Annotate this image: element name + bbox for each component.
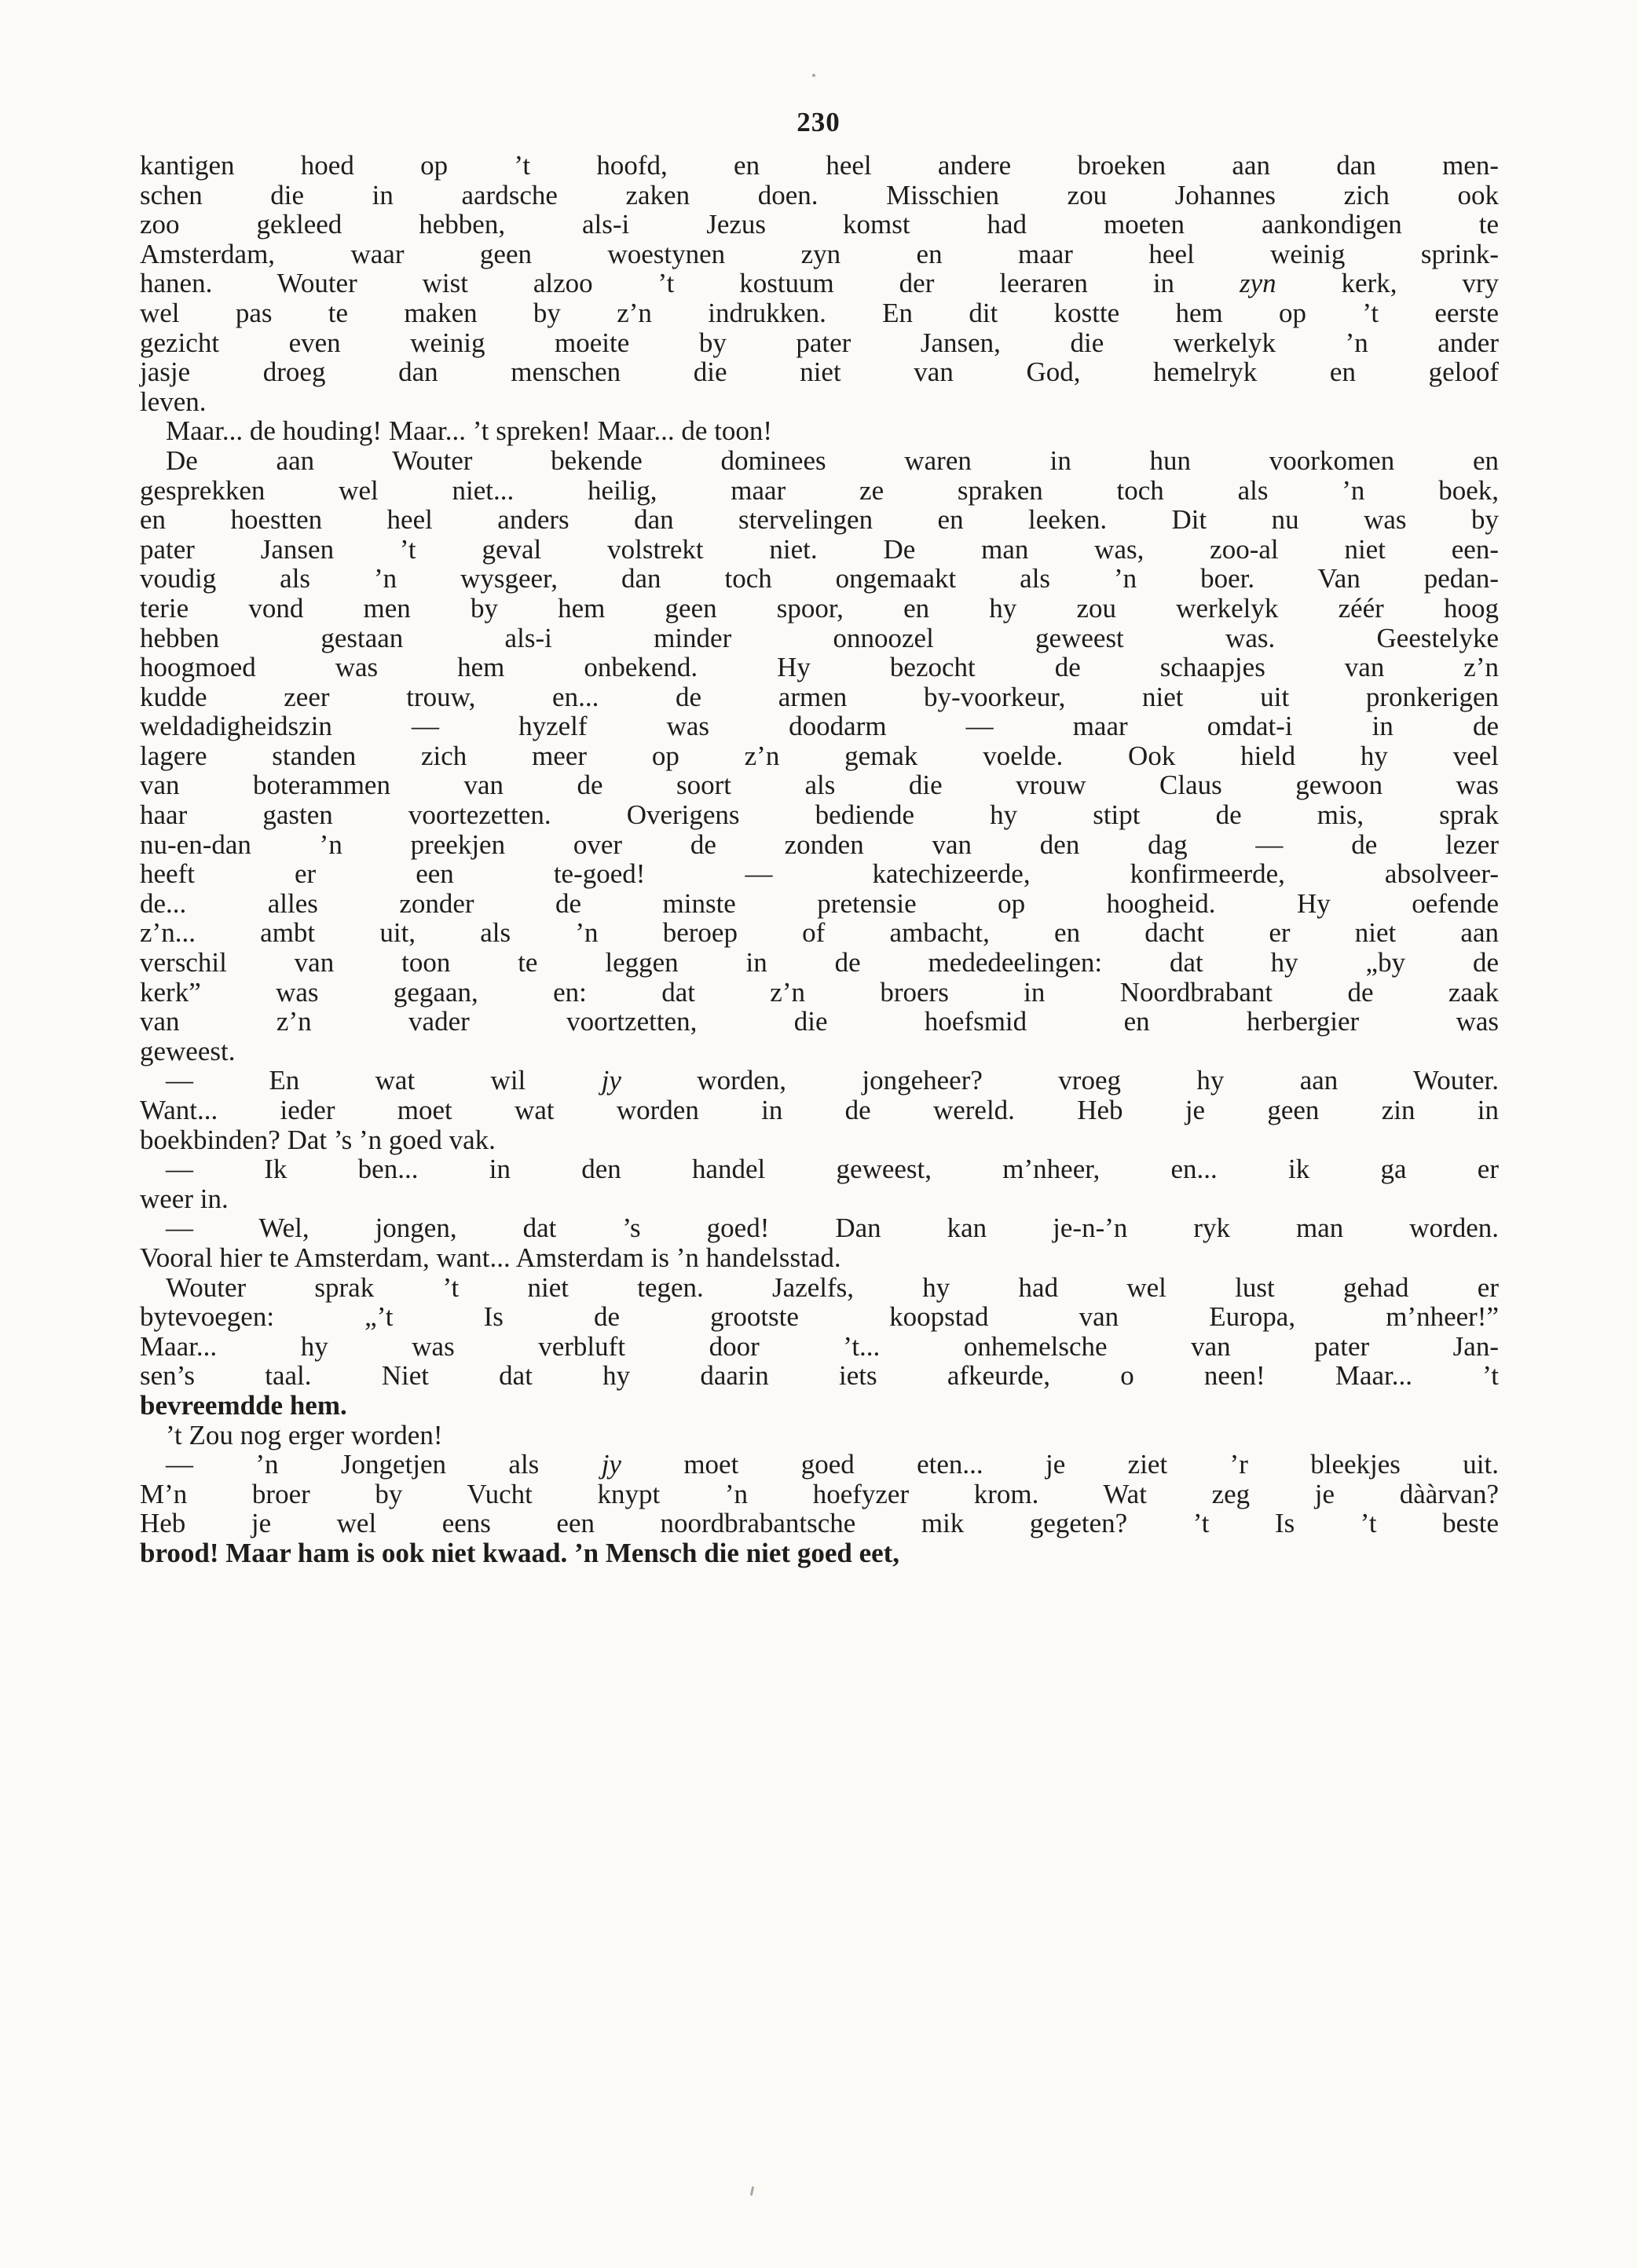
text-line bbox=[140, 1538, 1499, 1568]
text-line: — Ik ben... in den handel geweest, m’nheer, en... ik ga er bbox=[166, 1154, 1499, 1185]
text-line: — Wel, jongen, dat ’s goed! Dan kan je-n-’n ryk man worden. bbox=[166, 1213, 1499, 1244]
text-line: verschil van toon te leggen in de mededeelingen: dat hy „by de bbox=[140, 947, 1499, 979]
italic-text: zyn bbox=[1239, 268, 1276, 299]
text-line: — ’n Jongetjen als jy moet goed eten... je ziet ’r bleekjes uit. bbox=[166, 1449, 1499, 1480]
text-line: kantigen hoed op ’t hoofd, en heel andere broeken aan dan men- bbox=[140, 150, 1499, 181]
text-line: Heb je wel eens een noordbrabantsche mik gegeten? ’t Is ’t beste bbox=[140, 1508, 1499, 1539]
page-number: 230 bbox=[797, 107, 840, 137]
paragraph bbox=[140, 416, 1499, 446]
text-line: z’n... ambt uit, als ’n beroep of ambacht, en dacht er niet aan bbox=[140, 917, 1499, 949]
italic-text: jy bbox=[601, 1065, 621, 1096]
text-line: zoo gekleed hebben, als-i Jezus komst had moeten aankondigen te bbox=[140, 209, 1499, 240]
text-line: de... alles zonder de minste pretensie op hoogheid. Hy oefende bbox=[140, 887, 1499, 919]
text-line bbox=[140, 1391, 1499, 1421]
text-line: Want... ieder moet wat worden in de wereld. Heb je geen zin in bbox=[140, 1095, 1499, 1125]
text-line: hebben gestaan als-i minder onnoozel geweest was. Geestelyke bbox=[140, 622, 1499, 653]
text-line: haar gasten voortezetten. Overigens bediende hy stipt de mis, sprak bbox=[140, 799, 1499, 831]
text-line: jasje droeg dan menschen die niet van God, hemelryk en geloof bbox=[140, 357, 1499, 388]
italic-text: jy bbox=[601, 1449, 621, 1480]
text-line: en hoestten heel anders dan stervelingen en leeken. Dit nu was by bbox=[140, 504, 1499, 536]
text-line: schen die in aardsche zaken doen. Misschien zou Johannes zich ook bbox=[140, 179, 1499, 210]
text-line: heeft er een te-goed! — katechizeerde, konfirmeerde, absolveer- bbox=[140, 858, 1499, 890]
text-line: van boterammen van de soort als die vrouw Claus gewoon was bbox=[140, 770, 1499, 801]
text-line: hoogmoed was hem onbekend. Hy bezocht de schaapjes van z’n bbox=[140, 652, 1499, 683]
text-line: M’n broer by Vucht knypt ’n hoefyzer krom. Wat zeg je dààrvan? bbox=[140, 1478, 1499, 1509]
text-line: Wouter sprak ’t niet tegen. Jazelfs, hy had wel lust gehad er bbox=[166, 1271, 1499, 1303]
text-line: Vooral hier te Amsterdam, want... Amsterdam is ’n handelsstad. bbox=[140, 1242, 841, 1273]
text-line: boekbinden? Dat ’s ’n goed vak. bbox=[140, 1124, 496, 1155]
text-line: hanen. Wouter wist alzoo ’t kostuum der leeraren in zyn kerk, vry bbox=[140, 268, 1499, 299]
bold-text: bevreemdde hem. bbox=[140, 1389, 347, 1421]
text-line: geweest. bbox=[140, 1035, 236, 1066]
paragraph bbox=[140, 446, 1499, 1066]
text-line: De aan Wouter bekende dominees waren in hun voorkomen en bbox=[166, 444, 1499, 476]
bold-text: brood! Maar ham is ook niet kwaad. ’n Mensch die niet goed eet, bbox=[140, 1537, 900, 1568]
text-line: pater Jansen ’t geval volstrekt niet. De man was, zoo-al niet een- bbox=[140, 533, 1499, 565]
text-block bbox=[140, 151, 1499, 1568]
text-line: kerk” was gegaan, en: dat z’n broers in Noordbrabant de zaak bbox=[140, 976, 1499, 1008]
paragraph bbox=[140, 1213, 1499, 1272]
paragraph bbox=[140, 1450, 1499, 1567]
text-line: Amsterdam, waar geen woestynen zyn en maar heel weinig sprink- bbox=[140, 238, 1499, 269]
text-line: sen’s taal. Niet dat hy daarin iets afkeurde, o neen! Maar... ’t bbox=[140, 1360, 1499, 1392]
text-line: bytevoegen: „’t Is de grootste koopstad van Europa, m’nheer!” bbox=[140, 1301, 1499, 1333]
text-line: gezicht even weinig moeite by pater Jansen, die werkelyk ’n ander bbox=[140, 327, 1499, 358]
text-line: kudde zeer trouw, en... de armen by-voorkeur, niet uit pronkerigen bbox=[140, 681, 1499, 712]
text-line: ’t Zou nog erger worden! bbox=[166, 1419, 443, 1450]
text-line: terie vond men by hem geen spoor, en hy zou werkelyk zéér hoog bbox=[140, 592, 1499, 624]
scan-artifact bbox=[812, 74, 815, 77]
text-line: voudig als ’n wysgeer, dan toch ongemaakt als ’n boer. Van pedan- bbox=[140, 563, 1499, 594]
text-line: wel pas te maken by z’n indrukken. En dit kostte hem op ’t eerste bbox=[140, 297, 1499, 328]
text-line: nu-en-dan ’n preekjen over de zonden van den dag — de lezer bbox=[140, 829, 1499, 860]
paragraph bbox=[140, 1154, 1499, 1213]
paragraph bbox=[140, 1273, 1499, 1421]
paragraph bbox=[140, 1421, 1499, 1450]
scan-artifact bbox=[750, 2186, 754, 2196]
text-line: gesprekken wel niet... heilig, maar ze spraken toch als ’n boek, bbox=[140, 474, 1499, 506]
text-line: — En wat wil jy worden, jongeheer? vroeg hy aan Wouter. bbox=[166, 1065, 1500, 1096]
text-line: weer in. bbox=[140, 1183, 229, 1214]
paragraph bbox=[140, 1066, 1499, 1154]
text-line: Maar... hy was verbluft door ’t... onhemelsche van pater Jan- bbox=[140, 1330, 1499, 1362]
text-line: weldadigheidszin — hyzelf was doodarm — maar omdat-i in de bbox=[140, 711, 1499, 742]
text-line: Maar... de houding! Maar... ’t spreken! Maar... de toon! bbox=[166, 415, 773, 447]
paragraph bbox=[140, 151, 1499, 416]
text-line: leven. bbox=[140, 386, 207, 417]
text-line: lagere standen zich meer op z’n gemak voelde. Ook hield hy veel bbox=[140, 740, 1499, 771]
text-line: van z’n vader voortzetten, die hoefsmid en herbergier was bbox=[140, 1006, 1499, 1037]
